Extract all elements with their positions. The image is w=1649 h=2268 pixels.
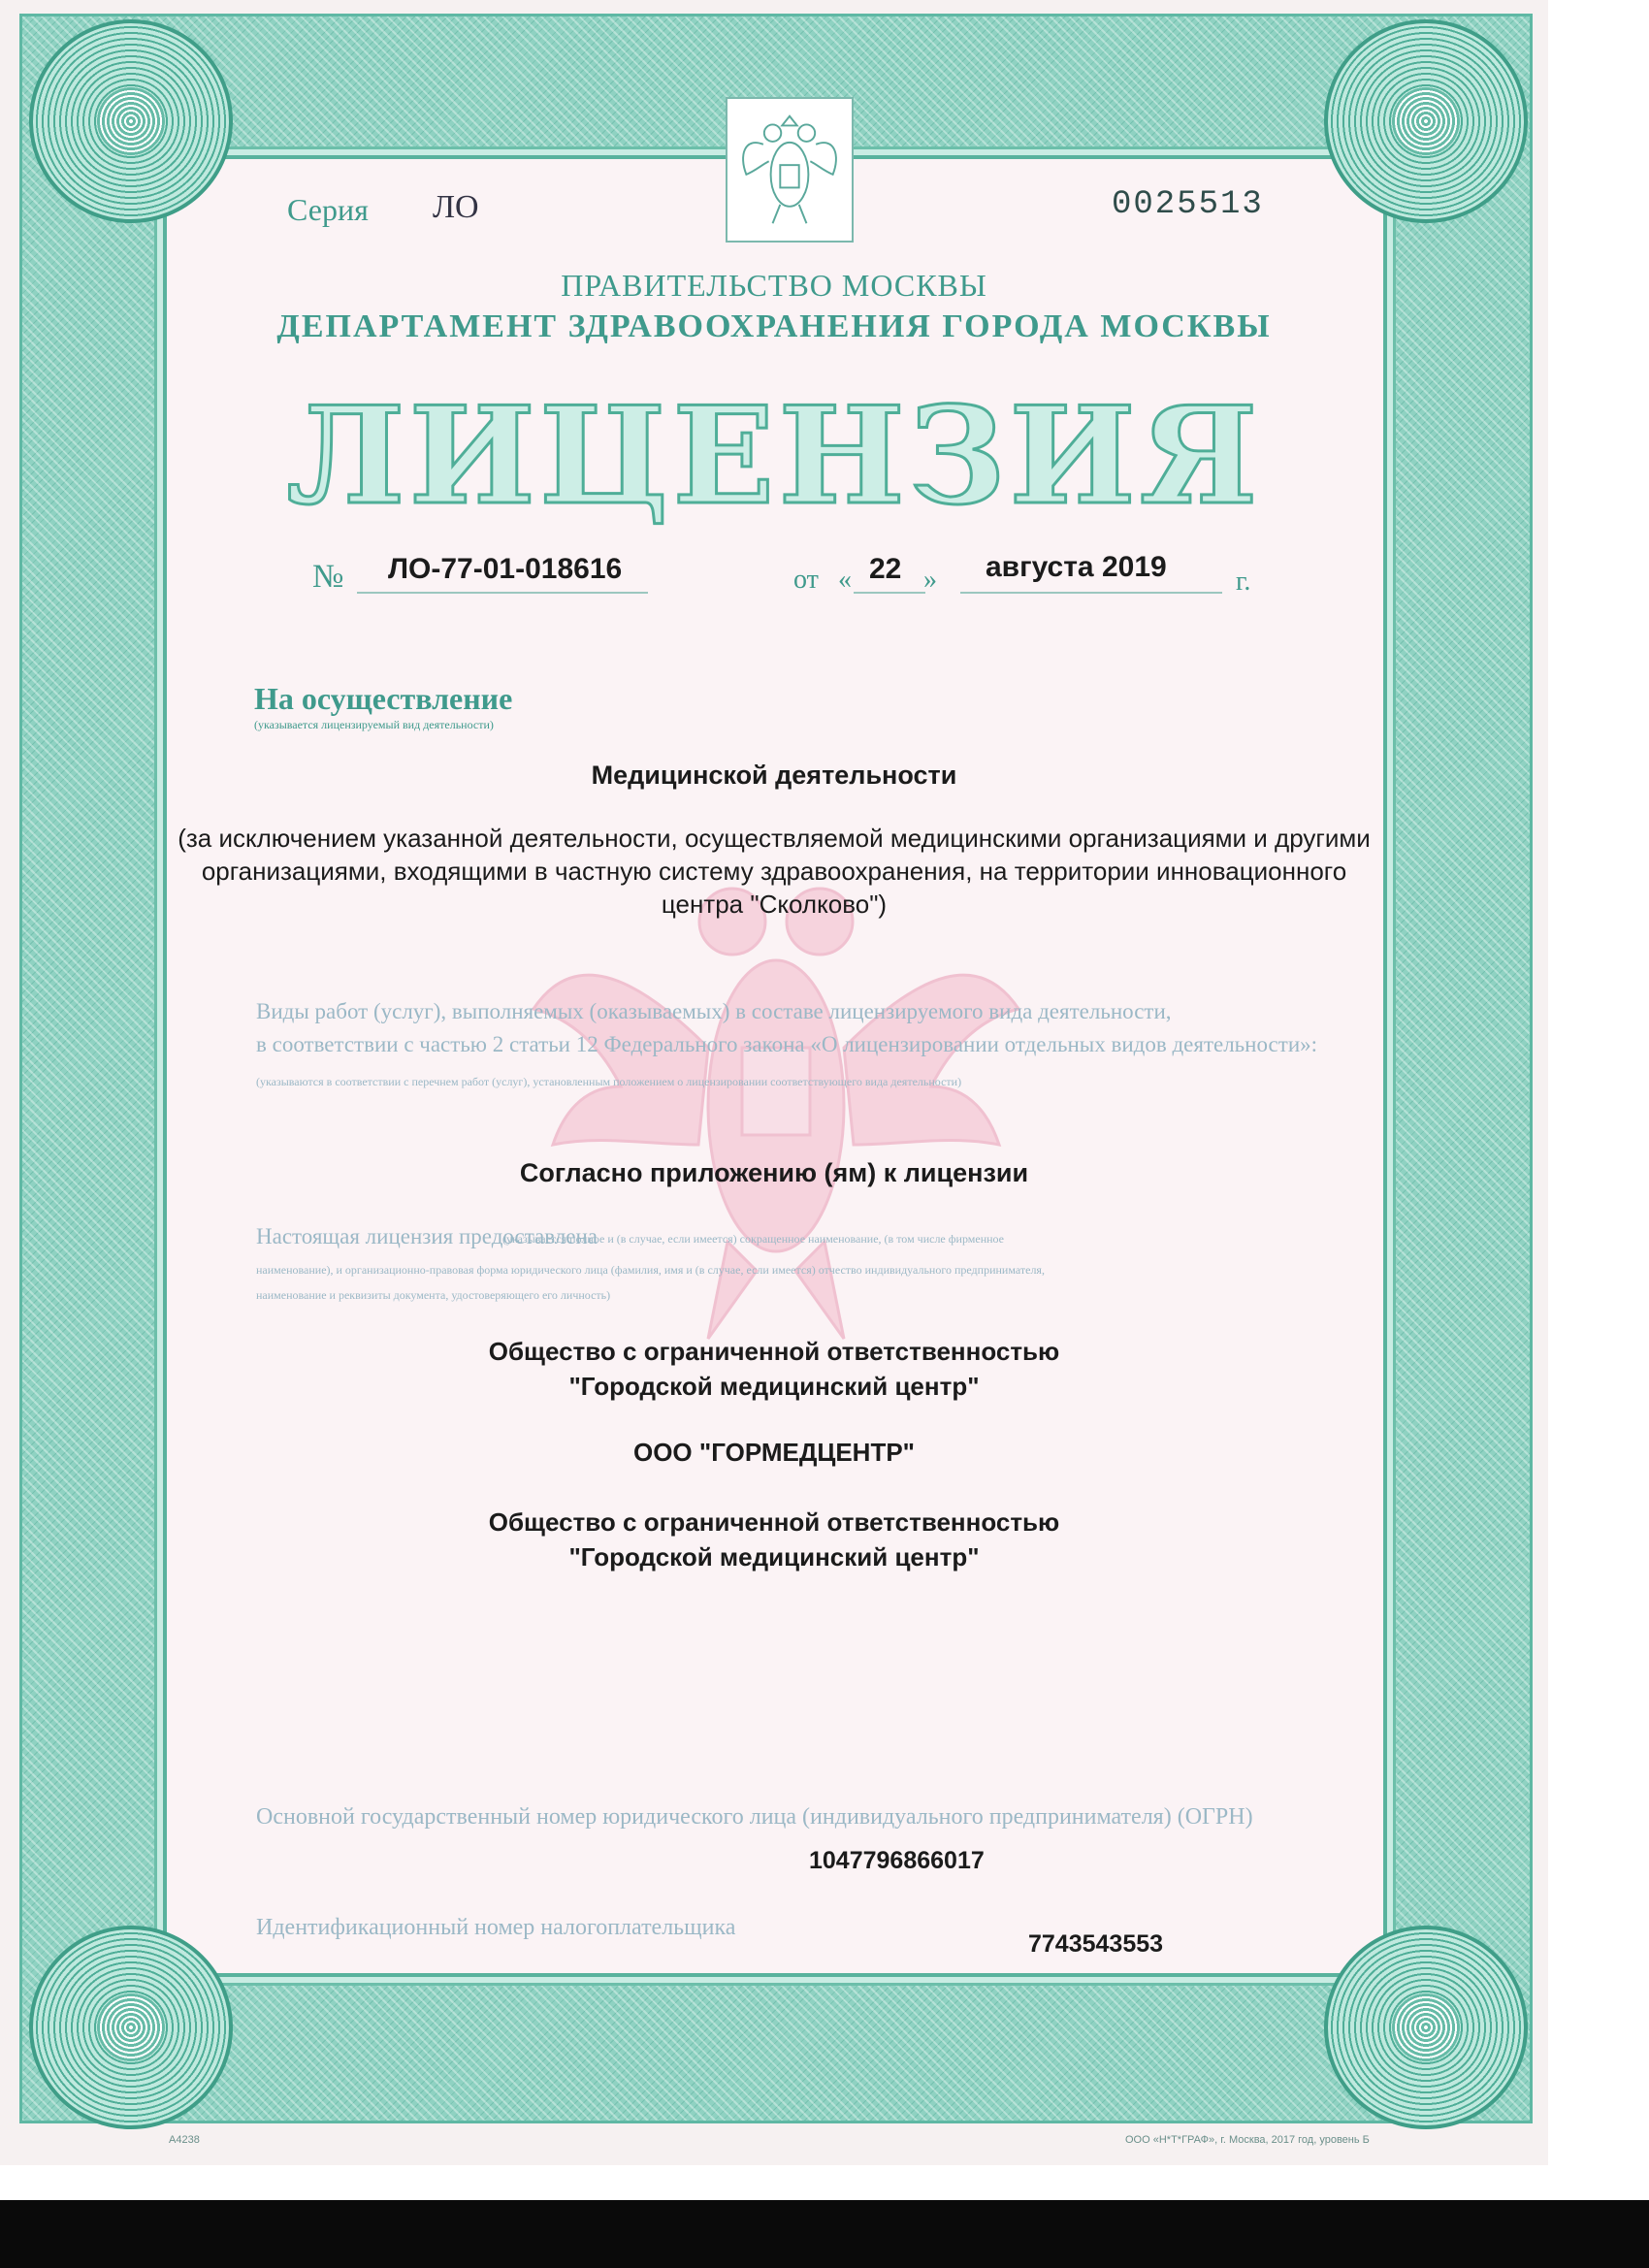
holder-hint-2: наименование), и организационно-правовая форма юридического лица (фамилия, имя и (в случае, если имеется) отчество индивидуального предпринимателя, <box>256 1263 1045 1277</box>
works-line-2: в соответствии с частью 2 статьи 12 Федерального закона «О лицензировании отдельных видов деятельности»: <box>256 1032 1318 1056</box>
rosette-ornament-icon <box>1324 1926 1528 2129</box>
holder-brand-name-line-2: "Городской медицинский центр" <box>568 1542 980 1571</box>
ogrn-label: Основной государственный номер юридического лица (индивидуального предпринимателя) (ОГРН) <box>256 1804 1253 1830</box>
government-heading: ПРАВИТЕЛЬСТВО МОСКВЫ <box>561 268 987 303</box>
date-prefix: от <box>793 565 819 595</box>
coat-of-arms-icon <box>726 97 854 243</box>
day-underline <box>854 592 925 594</box>
holder-label: Настоящая лицензия предоставлена <box>256 1224 598 1248</box>
serial-number: 0025513 <box>1112 186 1264 223</box>
inn-label: Идентификационный номер налогоплательщика <box>256 1915 736 1940</box>
activity-title: Медицинской деятельности <box>591 761 957 790</box>
holder-hint-1: (указывается полное и (в случае, если имеется) сокращенное наименование, (в том числе фирменное <box>502 1232 1005 1246</box>
works-line-1: Виды работ (услуг), выполняемых (оказываемых) в составе лицензируемого вида деятельности, <box>256 999 1172 1023</box>
holder-full-name-line-1: Общество с ограниченной ответственностью <box>488 1337 1060 1366</box>
background-eagle-icon <box>514 854 1038 1358</box>
activity-description: (за исключением указанной деятельности, осуществляемой медицинскими организациями и другими организациями, входящими в частную систему здравоохранения, на территории инновационного центра "Сколково") <box>178 824 1371 919</box>
works-value: Согласно приложению (ям) к лицензии <box>519 1158 1029 1187</box>
activity-label: На осуществление <box>254 681 513 716</box>
document-title: ЛИЦЕНЗИЯ <box>286 376 1262 535</box>
year-suffix: г. <box>1236 567 1251 597</box>
number-underline <box>357 592 648 594</box>
form-code: А4238 <box>169 2134 200 2146</box>
holder-short-name: ООО "ГОРМЕДЦЕНТР" <box>632 1438 916 1467</box>
inn-value: 7743543553 <box>1028 1930 1164 1958</box>
ogrn-value: 1047796866017 <box>809 1847 985 1874</box>
quote-close: » <box>923 565 937 595</box>
license-day: 22 <box>869 553 902 585</box>
number-sign: № <box>312 559 344 595</box>
printer-imprint: ООО «Н*Т*ГРАФ», г. Москва, 2017 год, уровень Б <box>1125 2134 1370 2146</box>
license-month-year: августа 2019 <box>986 551 1167 583</box>
activity-hint: (указывается лицензируемый вид деятельности) <box>254 718 494 731</box>
department-heading: ДЕПАРТАМЕНТ ЗДРАВООХРАНЕНИЯ ГОРОДА МОСКВЫ <box>276 308 1272 344</box>
month-underline <box>960 592 1222 594</box>
rosette-ornament-icon <box>29 1926 233 2129</box>
holder-brand-name-line-1: Общество с ограниченной ответственностью <box>488 1507 1060 1537</box>
works-hint: (указываются в соответствии с перечнем работ (услуг), установленным положением о лицензировании соответствующего вида деятельности) <box>256 1075 962 1088</box>
series-label: Серия <box>287 192 369 227</box>
license-number: ЛО-77-01-018616 <box>388 553 623 585</box>
rosette-ornament-icon <box>29 19 233 223</box>
holder-hint-3: наименование и реквизиты документа, удостоверяющего его личность) <box>256 1288 611 1302</box>
rosette-ornament-icon <box>1324 19 1528 223</box>
holder-full-name-line-2: "Городской медицинский центр" <box>568 1372 980 1401</box>
scan-edge <box>0 2200 1649 2268</box>
quote-open: « <box>838 565 852 595</box>
series-value: ЛО <box>433 189 479 225</box>
